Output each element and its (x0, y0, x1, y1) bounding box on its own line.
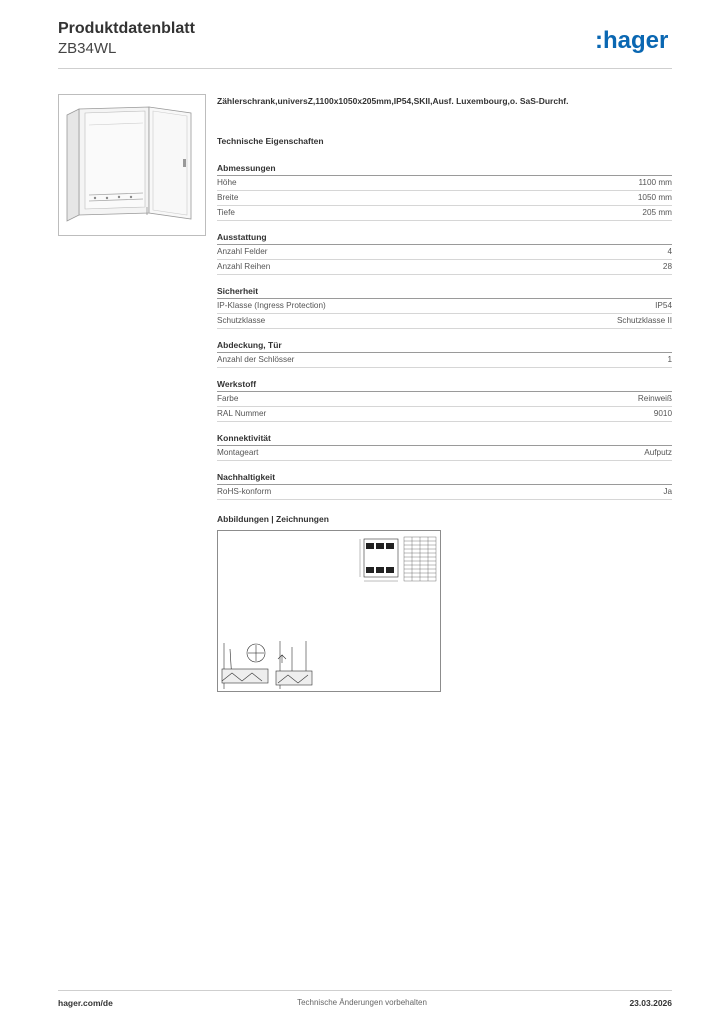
spec-value: Aufputz (644, 448, 672, 457)
spec-label: IP-Klasse (Ingress Protection) (217, 301, 326, 310)
hager-logo (595, 26, 675, 56)
section-konnektivitaet (217, 432, 672, 461)
spec-label: Montageart (217, 448, 259, 457)
footer-date: 23.03.2026 (629, 998, 672, 1008)
spec-value: Reinweiß (637, 394, 672, 403)
spec-row (217, 314, 672, 329)
footer-divider (58, 990, 672, 991)
tech-properties-heading: Technische Eigenschaften (217, 136, 324, 146)
section-abdeckung-tuer (217, 339, 672, 368)
drawings-illustration (218, 531, 440, 691)
spec-row (217, 176, 672, 191)
spec-label: RAL Nummer (217, 409, 267, 418)
section-title: Sicherheit (217, 285, 672, 299)
product-code: ZB34WL (58, 40, 117, 57)
section-title: Nachhaltigkeit (217, 471, 672, 485)
spec-value: 1100 mm (638, 178, 672, 187)
spec-row (217, 353, 672, 368)
spec-value: 28 (662, 262, 672, 271)
document-title: Produktdatenblatt (58, 20, 195, 37)
spec-label: Höhe (217, 178, 237, 187)
spec-label: Anzahl der Schlösser (217, 355, 295, 364)
spec-row (217, 299, 672, 314)
product-image (58, 94, 206, 236)
spec-row (217, 392, 672, 407)
spec-value: Schutzklasse II (616, 316, 672, 325)
section-title: Konnektivität (217, 432, 672, 446)
spec-row (217, 485, 672, 500)
section-sicherheit (217, 285, 672, 329)
section-abmessungen (217, 162, 672, 221)
section-title: Werkstoff (217, 378, 672, 392)
spec-label: Farbe (217, 394, 239, 403)
header-divider (58, 68, 672, 69)
spec-row (217, 446, 672, 461)
figures-heading: Abbildungen | Zeichnungen (217, 514, 329, 524)
spec-value: 1 (667, 355, 672, 364)
spec-value: 4 (667, 247, 672, 256)
section-nachhaltigkeit (217, 471, 672, 500)
spec-label: Tiefe (217, 208, 235, 217)
spec-row (217, 206, 672, 221)
spec-value: 205 mm (642, 208, 672, 217)
section-title: Abmessungen (217, 162, 672, 176)
spec-label: Schutzklasse (217, 316, 266, 325)
spec-label: Breite (217, 193, 239, 202)
cabinet-illustration (59, 95, 205, 235)
spec-value: IP54 (655, 301, 672, 310)
spec-row (217, 245, 672, 260)
footer-notice: Technische Änderungen vorbehalten (297, 998, 427, 1007)
spec-label: Anzahl Reihen (217, 262, 271, 271)
footer-website-link[interactable]: hager.com/de (58, 998, 113, 1008)
spec-value: 9010 (653, 409, 672, 418)
spec-row (217, 191, 672, 206)
product-description: Zählerschrank,universZ,1100x1050x205mm,IP54,SKII,Ausf. Luxembourg,o. SaS-Durchf. (217, 96, 569, 106)
content-area (217, 96, 672, 524)
spec-value: Ja (663, 487, 672, 496)
spec-row (217, 407, 672, 422)
spec-value: 1050 mm (637, 193, 672, 202)
section-title: Abdeckung, Tür (217, 339, 672, 353)
section-title: Ausstattung (217, 231, 672, 245)
spec-label: Anzahl Felder (217, 247, 268, 256)
technical-drawings (217, 530, 441, 692)
logo-text: :hager (595, 27, 669, 54)
spec-label: RoHS-konform (217, 487, 272, 496)
section-werkstoff (217, 378, 672, 422)
section-ausstattung (217, 231, 672, 275)
spec-row (217, 260, 672, 275)
